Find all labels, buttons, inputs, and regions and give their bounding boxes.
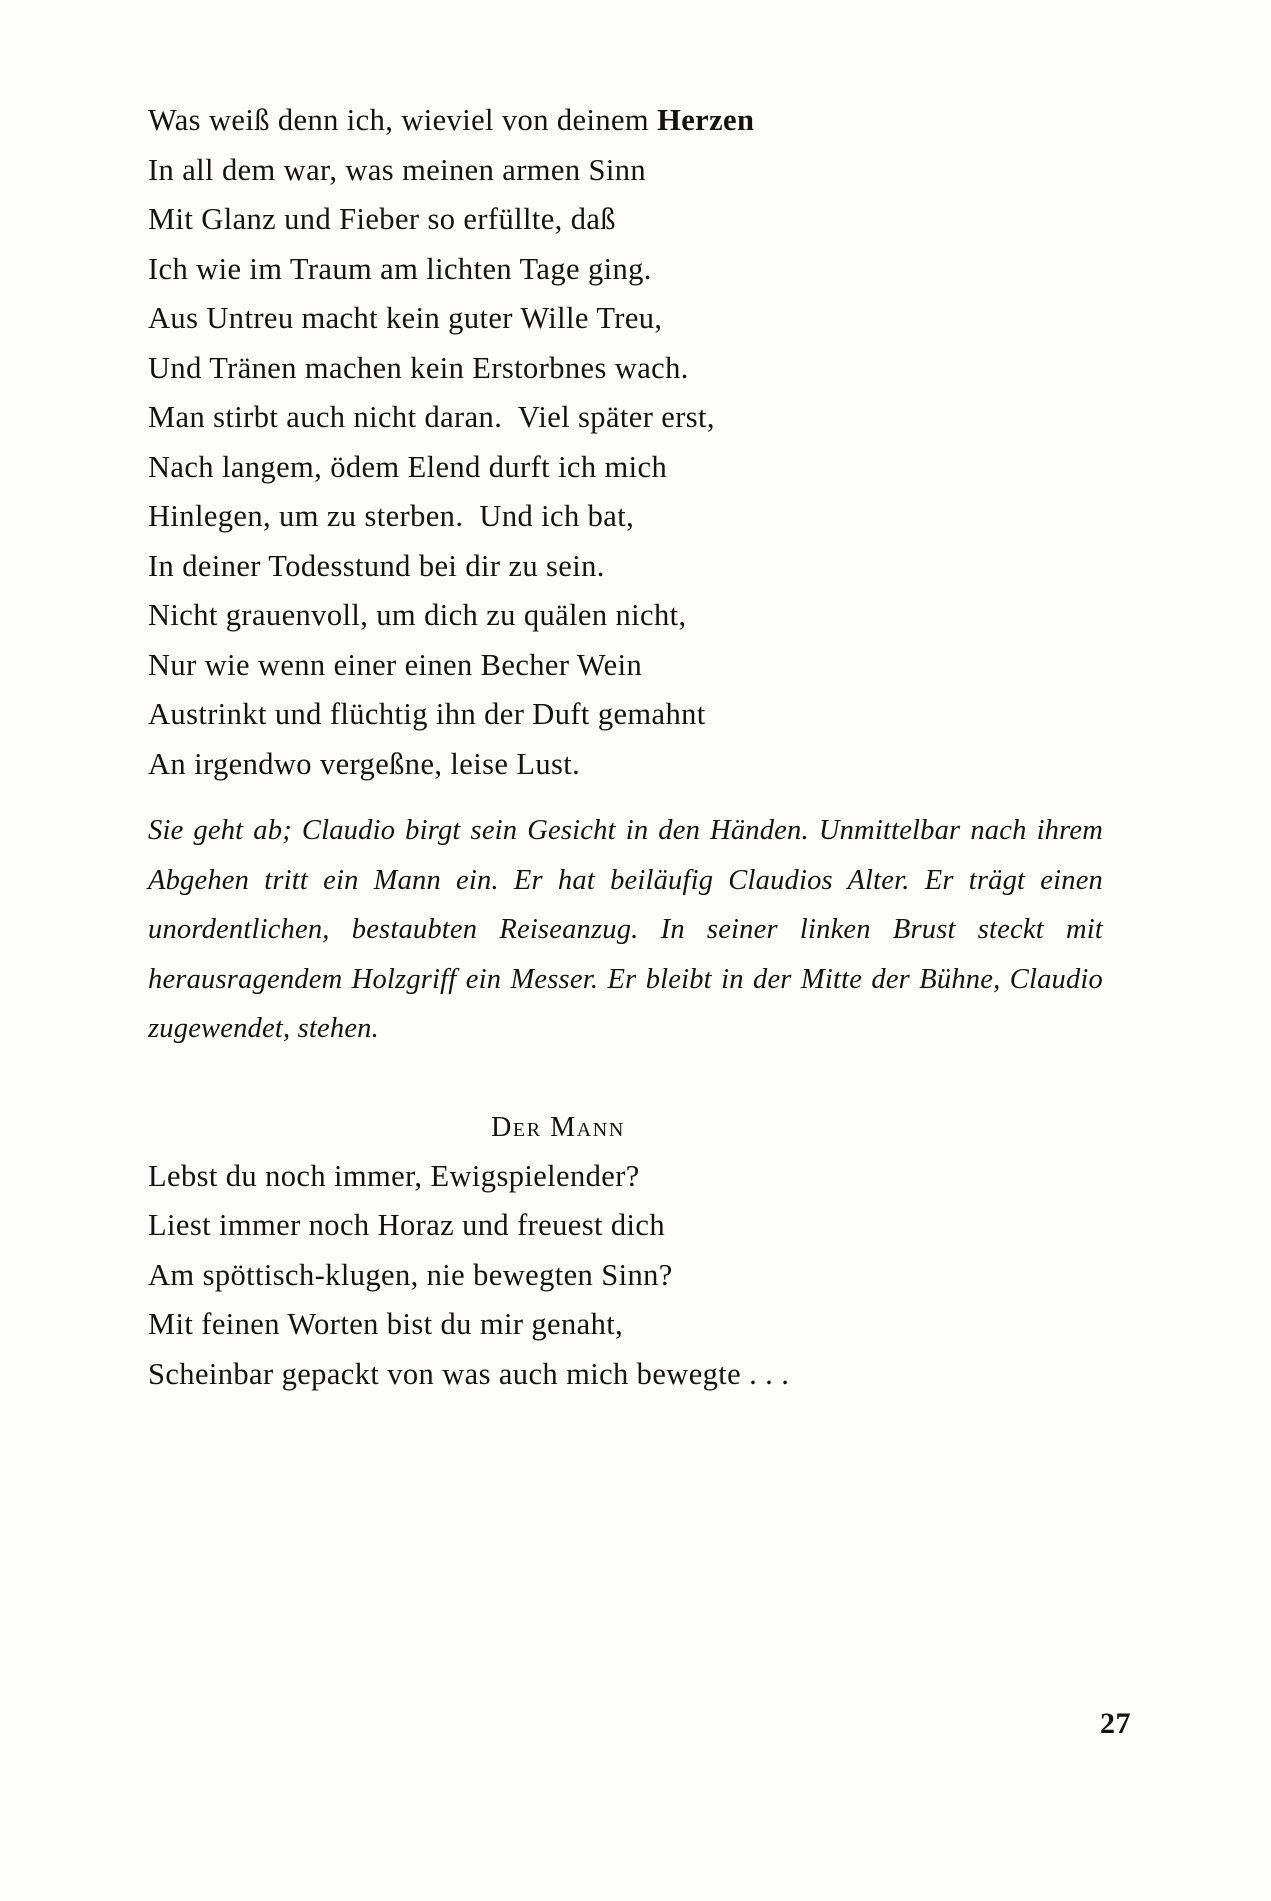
verse-line: Mit feinen Worten bist du mir genaht, — [148, 1307, 624, 1341]
verse-line: Lebst du noch immer, Ewigspielender? — [148, 1158, 640, 1193]
verse-line: In deiner Todesstund bei dir zu sein. — [148, 548, 605, 583]
verse-line: Nicht grauenvoll, um dich zu quälen nicht, — [148, 598, 687, 632]
verse-line: Am spöttisch-klugen, nie bewegten Sinn? — [148, 1257, 673, 1292]
verse-line: Ich wie im Traum am lichten Tage ging. — [148, 251, 652, 286]
poem-stanza-der-mann — [148, 1152, 1128, 1400]
verse-line: Und Tränen machen kein Erstorbnes wach. — [148, 350, 689, 385]
stage-direction — [148, 806, 1103, 1054]
verse-line: Mit Glanz und Fieber so erfüllte, daß — [148, 202, 616, 236]
verse-line: Austrinkt und flüchtig ihn der Duft gemahnt — [148, 697, 706, 731]
verse-line: Scheinbar gepackt von was auch mich bewegte . . . — [148, 1356, 790, 1391]
verse-line: Aus Untreu macht kein guter Wille Treu, — [148, 301, 663, 335]
verse-line: Nach langem, ödem Elend durft ich mich — [148, 449, 668, 484]
verse-line: Nur wie wenn einer einen Becher Wein — [148, 647, 643, 682]
verse-line: Man stirbt auch nicht daran. Viel später erst, — [148, 400, 715, 434]
verse-line: Was weiß denn ich, wieviel von deinem Herzen — [148, 103, 755, 137]
stage-direction-text: Sie geht ab; Claudio birgt sein Gesicht in den Händen. Unmittelbar nach ihrem Abgehen tritt ein Mann ein. Er hat beiläufig Claudios Alter. Er trägt einen unordentlichen, bestaubten Reiseanzug. In seiner linken Brust steckt mit herausragendem Holzgriff ein Messer. Er bleibt in der Mitte der Bühne, Claudio zugewendet, stehen. — [148, 815, 1103, 1044]
poem-stanza-claudio — [148, 96, 1128, 789]
verse-line: In all dem war, was meinen armen Sinn — [148, 152, 647, 187]
verse-line: Hinlegen, um zu sterben. Und ich bat, — [148, 499, 635, 533]
verse-line: Liest immer noch Horaz und freuest dich — [148, 1208, 665, 1242]
speaker-name: Der Mann — [491, 1111, 625, 1143]
page-number: 27 — [1100, 1707, 1131, 1740]
verse-line: An irgendwo vergeßne, leise Lust. — [148, 746, 581, 781]
page-text-body — [148, 96, 1128, 1399]
